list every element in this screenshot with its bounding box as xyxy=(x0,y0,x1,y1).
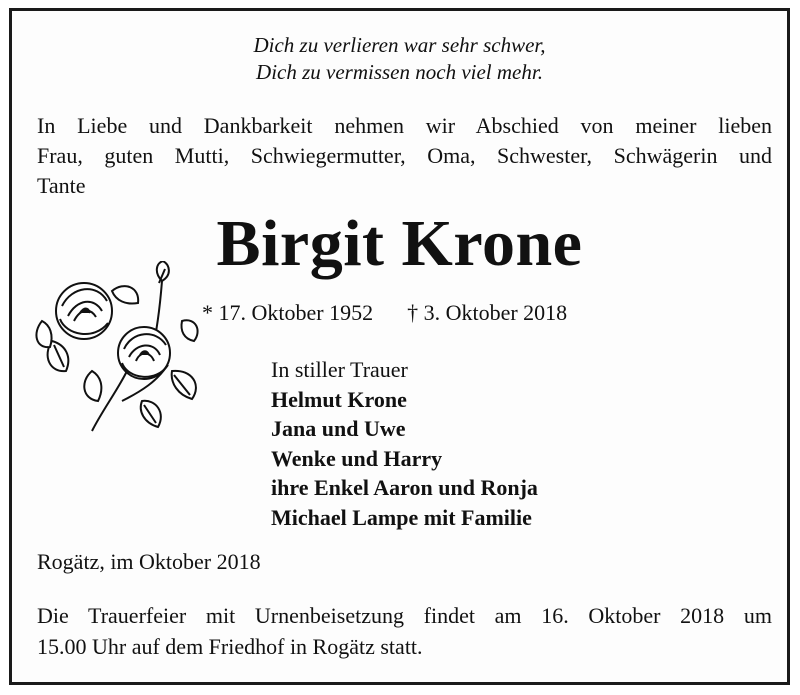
motto-line-2: Dich zu vermissen noch viel mehr. xyxy=(256,60,543,84)
roses-illustration-icon xyxy=(32,261,202,441)
death-date: † 3. Oktober 2018 xyxy=(407,300,568,325)
intro-line-1: In Liebe und Dankbarkeit nehmen wir Abschied von meiner lieben xyxy=(37,113,772,138)
funeral-service-info xyxy=(37,600,772,662)
mourner-name: Wenke und Harry xyxy=(271,445,443,471)
intro-text xyxy=(37,111,772,201)
mourner-name: Jana und Uwe xyxy=(271,416,406,441)
life-dates xyxy=(202,298,567,328)
mourner-name: ihre Enkel Aaron und Ronja xyxy=(271,475,538,500)
place-and-date: Rogätz, im Oktober 2018 xyxy=(37,549,261,574)
deceased-name: Birgit Krone xyxy=(216,207,583,280)
obituary-notice xyxy=(9,8,790,685)
mourner-name: Helmut Krone xyxy=(271,386,407,412)
motto-line-1: Dich zu verlieren war sehr schwer, xyxy=(253,33,546,57)
mourners-heading: In stiller Trauer xyxy=(271,357,408,382)
birth-date: * 17. Oktober 1952 xyxy=(202,300,374,325)
service-line-1: Die Trauerfeier mit Urnenbeisetzung findet am 16. Oktober 2018 um xyxy=(37,603,772,628)
intro-line-2: Frau, guten Mutti, Schwiegermutter, Oma, Schwester, Schwägerin und xyxy=(37,143,772,168)
service-line-2: 15.00 Uhr auf dem Friedhof in Rogätz statt. xyxy=(37,634,423,659)
mourners-block xyxy=(271,355,538,532)
mourner-name: Michael Lampe mit Familie xyxy=(271,504,532,530)
intro-line-3: Tante xyxy=(37,173,86,198)
